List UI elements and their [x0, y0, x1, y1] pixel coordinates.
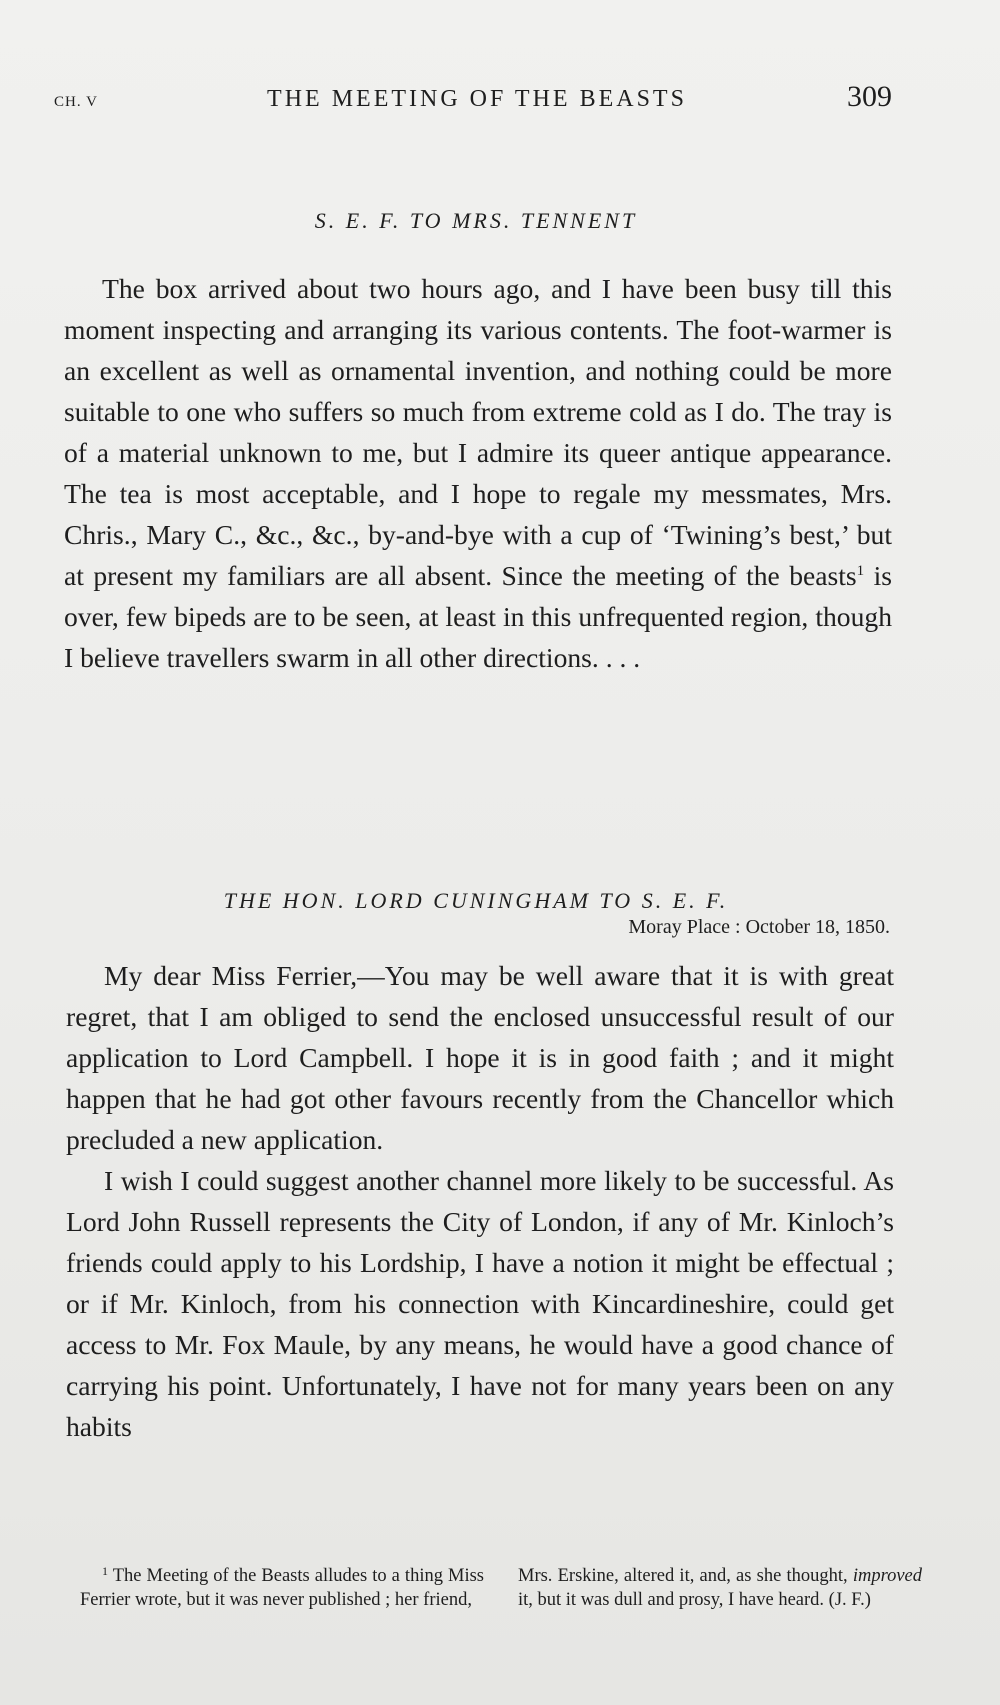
footnote-col-2-text-a: Mrs. Erskine, altered it, and, as she thought,	[518, 1566, 853, 1586]
footnote-text-2	[518, 1564, 922, 1612]
running-title: THE MEETING OF THE BEASTS	[267, 86, 687, 112]
footnote-marker: 1	[102, 1564, 108, 1578]
letter-1-body	[64, 268, 892, 678]
chapter-label: CH. V	[54, 94, 98, 110]
page-number: 309	[847, 80, 892, 113]
letter-2-paragraph-1: My dear Miss Ferrier,—You may be well aware that it is with great regret, that I am obliged to send the enclosed unsuccessful result of our application to Lord Campbell. I hope it is in good faith ; and it might happen that he had got other favours recently from the Chancellor which precluded a new application.	[66, 960, 894, 1155]
letter-1-heading: S. E. F. TO MRS. TENNENT	[314, 208, 638, 233]
footnote-column-2	[518, 1564, 922, 1612]
letter-2-heading: THE HON. LORD CUNINGHAM TO S. E. F.	[223, 888, 729, 913]
footnote-column-1	[80, 1564, 484, 1612]
running-head	[52, 80, 892, 120]
footnote-col-2-text-b: it, but it was dull and prosy, I have heard. (J. F.)	[518, 1590, 871, 1610]
footnote-emphasis: improved	[852, 1566, 922, 1586]
footnote-text-1	[80, 1564, 484, 1612]
letter-1-paragraph	[64, 268, 892, 678]
letter-2-dateline: Moray Place : October 18, 1850.	[628, 916, 890, 938]
footnote-col-1-text: The Meeting of the Beasts alludes to a thing Miss Ferrier wrote, but it was never published ; her friend,	[80, 1566, 485, 1610]
letter-1-text-a: The box arrived about two hours ago, and I have been busy till this moment inspecting and arranging its various contents. The foot-warmer is an excellent as well as ornamental invention, and nothing could be more suitable to one who suffers so much from extreme cold as I do. The tray is of a material unknown to me, but I admire its queer antique appearance. The tea is most acceptable, and I hope to regale my messmates, Mrs. Chris., Mary C., &c., &c., by-and-bye with a cup of ‘Twining’s best,’ but at present my familiars are all absent. Since the meeting of the beasts	[64, 273, 892, 591]
letter-2-body	[66, 955, 894, 1447]
letter-1-text-b: is over, few bipeds are to be seen, at least in this unfrequented region, though I believe travellers swarm in all other directions. . . .	[64, 560, 892, 673]
letter-2-paragraph-2: I wish I could suggest another channel more likely to be successful. As Lord John Russell represents the City of London, if any of Mr. Kinloch’s friends could apply to his Lordship, I have a notion it might be effectual ; or if Mr. Kinloch, from his connection with Kincardineshire, could get access to Mr. Fox Maule, by any means, he would have a good chance of carrying his point. Unfortunately, I have not for many years been on any habits	[66, 1165, 894, 1442]
footnote-reference: 1	[856, 563, 865, 579]
footnotes	[80, 1564, 922, 1612]
